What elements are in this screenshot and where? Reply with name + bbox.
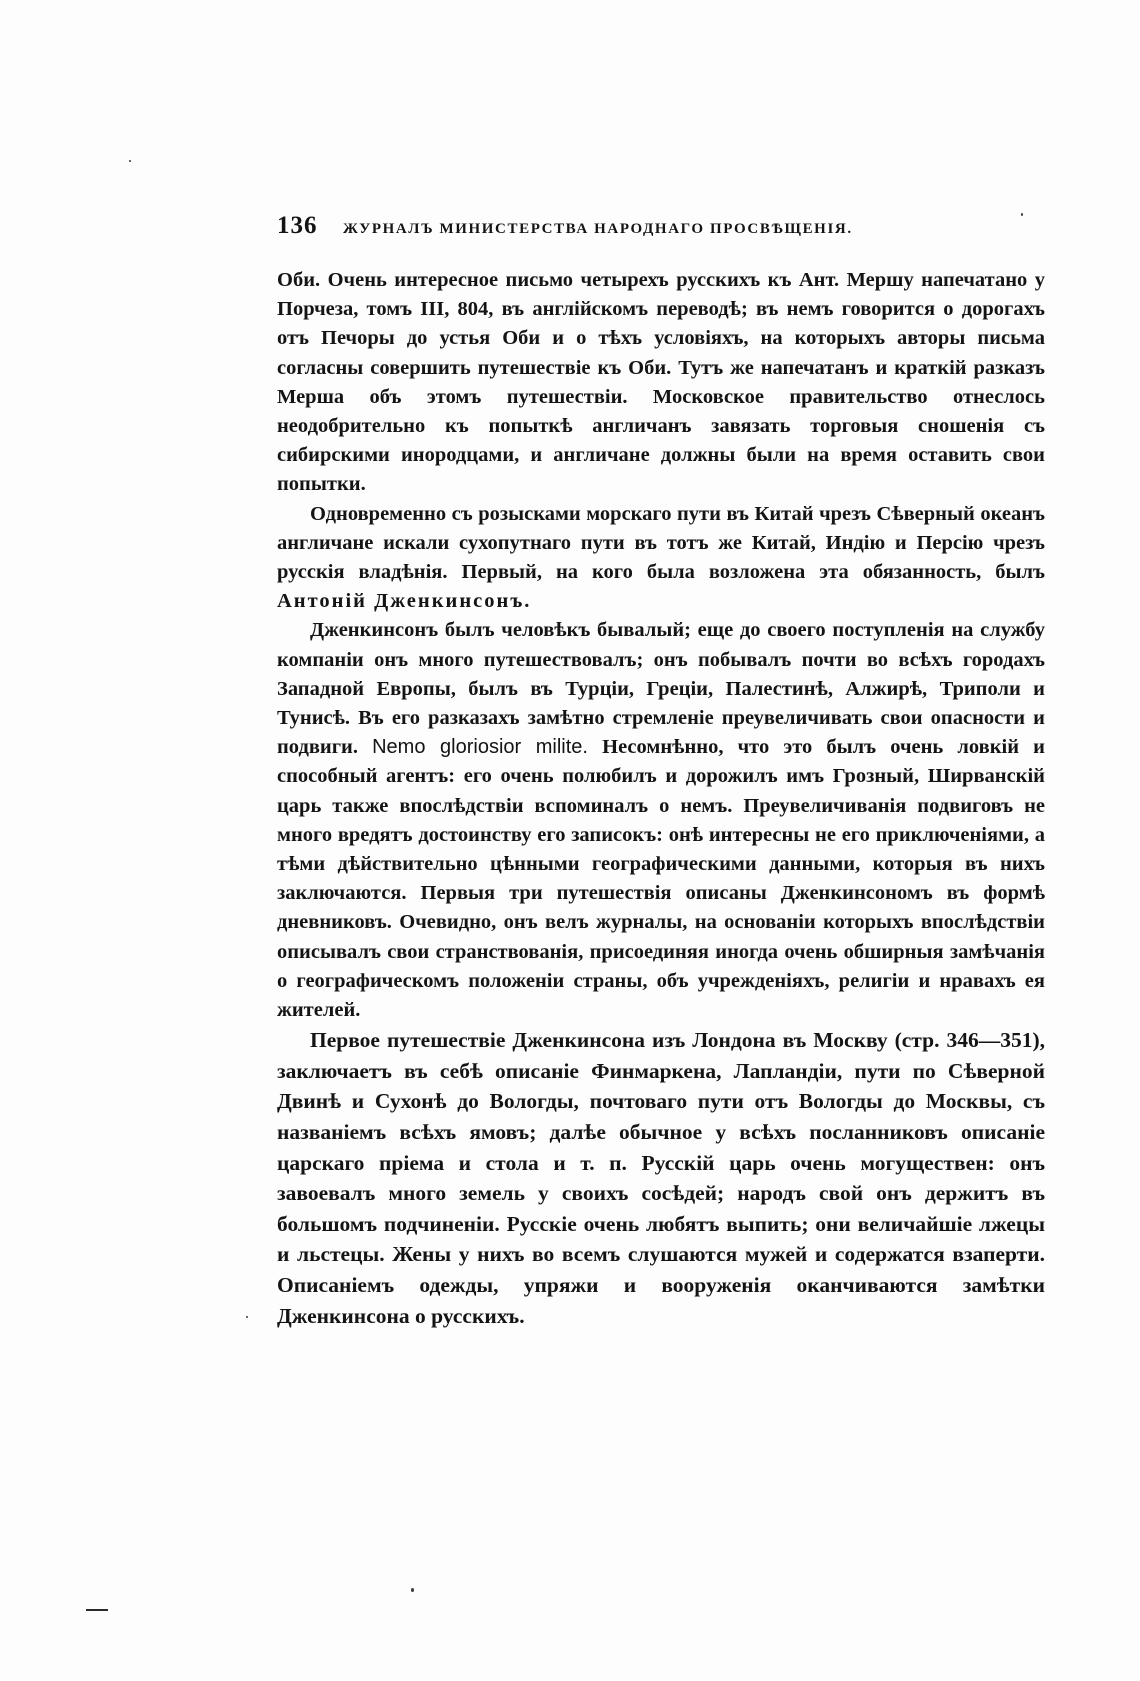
paragraph-4: Первое путешествіе Дженкинсона изъ Лондона въ Москву (стр. 346—351), заключаетъ въ себѣ описаніе Финмаркена, Лапландіи, пути по Сѣверной Двинѣ и Сухонѣ до Вологды, почтоваго пути отъ Вологды до Москвы, съ названіемъ всѣхъ ямовъ; далѣе обычное у всѣхъ посланниковъ описаніе царскаго пріема и стола и т. п. Русскій царь очень могуществен: онъ завоевалъ много земель у своихъ сосѣдей; народъ свой онъ держитъ въ большомъ подчиненіи. Русскіе очень любятъ выпить; они величайшіе лжецы и льстецы. Жены у нихъ во всемъ слушаются мужей и содержатся взаперти. Описаніемъ одежды, упряжи и вооруженія оканчиваются замѣтки Дженкинсона о русскихъ. xyxy=(277,1028,1045,1328)
paragraph-3 xyxy=(277,616,1045,1025)
paragraph-1: Оби. Очень интересное письмо четырехъ русскихъ къ Ант. Мершу напечатано у Порчеза, томъ III, 804, въ англійскомъ переводѣ; въ немъ говорится о дорогахъ отъ Печоры до устья Оби и о тѣхъ условіяхъ, на которыхъ авторы письма согласны совершить путешествіе къ Оби. Тутъ же напечатанъ и краткій разказъ Мерша объ этомъ путешествіи. Московское правительство отнеслось неодобрительно къ попыткѣ англичанъ завязать торговыя сношенія съ сибирскими инородцами, и англичане должны были на время оставить свои попытки. xyxy=(277,269,1045,496)
scan-speck xyxy=(129,160,131,162)
journal-title: ЖУРНАЛЪ МИНИСТЕРСТВА НАРОДНАГО ПРОСВѢЩЕНІЯ. xyxy=(343,221,853,237)
margin-mark xyxy=(86,1609,108,1611)
paragraph-2-tail: . xyxy=(524,590,530,613)
paragraph-3-text-after: Несомнѣнно, что это былъ очень ловкій и способный агентъ: его очень полюбилъ и дорожилъ имъ Грозный, Ширванскій царь также впослѣдствіи вспоминалъ о немъ. Преувеличиванія подвиговъ не много вредятъ достоинству его записокъ: онѣ интересны не его приключеніями, а тѣми дѣйствительно цѣнными географическими данными, которыя въ нихъ заключаются. Первыя три путешествія описаны Дженкинсономъ въ формѣ дневниковъ. Очевидно, онъ велъ журналы, на основаніи которыхъ впослѣдствіи описывалъ свои странствованія, присоединяя иногда очень обширныя замѣчанія о географическомъ положеніи страны, объ учрежденіяхъ, религіи и нравахъ ея жителей. xyxy=(277,736,1045,1022)
running-head xyxy=(277,212,1045,242)
paragraph-2-text: Одновременно съ розысками морскаго пути въ Китай чрезъ Сѣверный океанъ англичане искали сухопутнаго пути въ тотъ же Китай, Индію и Персію чрезъ русскія владѣнія. Первый, на кого была возложена эта обязанность, былъ xyxy=(277,502,1045,584)
paragraph-3-text-before: Дженкинсонъ былъ человѣкъ бывалый; еще до своего поступленія на службу компаніи онъ много путешествовалъ; онъ побывалъ почти во всѣхъ городахъ Западной Европы, былъ въ Турціи, Греціи, Палестинѣ, Алжирѣ, Триполи и Тунисѣ. Въ его разказахъ замѣтно стремленіе преувеличивать свои опасности и подвиги. xyxy=(277,619,1045,759)
scan-speck xyxy=(411,1588,414,1592)
page-number: 136 xyxy=(277,212,318,239)
scan-speck xyxy=(1021,213,1023,216)
scan-speck xyxy=(246,1316,248,1318)
latin-quote: Nemo gloriosior milite. xyxy=(372,736,588,759)
body-text xyxy=(277,266,1045,1331)
paragraph-2 xyxy=(277,500,1045,617)
person-name: Антоній Дженкинсонъ xyxy=(277,590,525,613)
